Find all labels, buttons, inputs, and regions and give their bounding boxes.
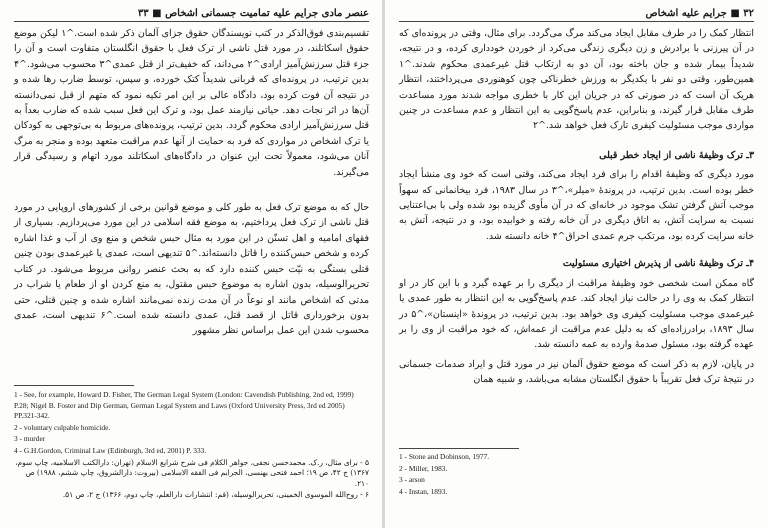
paragraph: گاه ممکن است شخصی خود وظیفهٔ مراقبت از دیگری را بر عهده گیرد و با این کار در او انتظار کمک به وی را در حالت نیاز ایجاد کند. عدم پاسخ‌گویی به این انتظار به طور عمدی یا غیرعمدی موجب مسئولیت کیفری وی خواهد بود. بدین ترتیب، در پروندهٔ «اینستان»،^۵ در سال ۱۸۹۳، برادرزاده‌ای که به دلیل عدم مراقبت از عمه‌اش، که خود مراقبت از وی را بر عهده گرفته بود، مسئول صدمهٔ وارده به عمه دانسته شد. [399, 277, 754, 351]
footnote-separator [399, 448, 519, 449]
right-page-header [399, 5, 754, 21]
header-rule [14, 21, 369, 22]
paragraph: تقسیم‌بندی فوق‌الذکر در کتب نویسندگان حقوق جزای آلمان ذکر شده است.^۱ لیکن موضع حقوق اسکاتلند، در مورد قتل ناشی از ترک فعل با حقوق انگلستان متفاوت است و آن را جزء قتل سرزنش‌آمیز ارادی^۲ می‌داند، که خفیف‌تر از قتل عمدی^۳ محسوب می‌شود.^۴ بدین ترتیب، در پرونده‌ای که قربانی شدیداً کتک خورده، و سپس، توسط ضارب رها شده و در نتیجه آن فوت کرده بود، دادگاه عالی بر این امر تکیه نمود که متهم از قبل نمی‌دانسته آن‌ها در اثر نجات دهد. حیاتی نیازمند عمل بود، و ترک این فعل سبب شده که ضارب بعداً به قتل سرزنش‌آمیز ارادی محکوم گردد. بدین ترتیب، پرونده‌های مربوط به بی‌توجهی به کودکان یا ترک اشخاص در مواردی که فرد به حمایت از آنها عدم مراقبت متعهد بوده و منجر به مرگ آنان می‌شود، معمولاً تحت این عنوان در دادگاه‌های اسکاتلند مورد اتهام و رسیدگی قرار می‌گیرند. [14, 28, 369, 178]
left-page-running-head: عنصر مادی جرایم علیه تمامیت جسمانی اشخاص ■ ۳۳ [137, 7, 369, 19]
paragraph: انتظار کمک را در طرف مقابل ایجاد می‌کند مرگ می‌گردد. برای مثال، وقتی در پرونده‌ای که در آن پیرزنی با برادرش و زن دیگری زندگی می‌کرد از خوردن خودداری کرده، و در نتیجه، شدیداً بیمار شده و جان باخته بود، آن دو به ارتکاب قتل غیرعمدی محکوم شدند.^۱ همین‌طور، وقتی دو نفر با یکدیگر به ورزش خطرناکی چون کوهنوردی می‌پرداختند، انتظار هریک آن است که در صورتی که در جریان این کار با خطری مواجه شدند مورد مساعدت طرف مقابل قرار گیرند، و بنابراین، عدم پاسخ‌گویی به این انتظار و عدم مساعدت در چنین مواردی موجب مسئولیت کیفری تارک فعل خواهد شد.^۲ [399, 28, 754, 132]
left-page-body [14, 26, 369, 343]
right-page-running-head: ۳۲ ■ جرایم علیه اشخاص [645, 7, 754, 19]
footnote: 2 - voluntary culpable homicide. [14, 422, 111, 432]
left-page-header [14, 5, 369, 21]
footnote: 4 - G.H.Gordon, Criminal Law (Edinburgh, 3rd ed, 2001) P. 333. [14, 445, 207, 455]
right-page-body [399, 26, 754, 392]
right-page-footnotes [399, 452, 754, 498]
paragraph: حال که به موضع ترک فعل به طور کلی و موضع قوانین برخی از کشورهای اروپایی در مورد قتل ناشی از ترک فعل پرداختیم، به موضع فقه اسلامی در این مورد می‌پردازیم. بسیاری از فقهای امامیه و اهل تسنّن در این مورد به مثال حبس شخص و منع وی از آب و غذا اشاره کرده و شخص حبس‌کننده را قاتل دانسته‌اند.^۵ تندیهی است، عمدی یا غیرعمدی بودن چنین قتلی بستگی به نیّت حبس کننده دارد که به بحث عنصر روانی مربوط می‌شود. در کتاب تحریرالوسیله، بدون اشاره به موضوع حبس مقتول، به منع کردن او از طعام یا شراب در مدتی که اشخاص مانند او نوعاً در آن مدت زنده نمی‌مانند اشاره شده و چنین قتلی، حتی بدون برخورداری قاتل از قصد قتل، عمدی دانسته شده است.^۶ تندیهی است، عمدی محسوب شدن این عمل براساس نظر مشهور [14, 202, 369, 337]
left-page-footnotes [14, 390, 369, 502]
footnote: 3 - arson [399, 475, 425, 485]
left-page [0, 0, 383, 528]
section-heading: ۴ـ ترک وظیفهٔ ناشی از پذیرش اختیاری مسئولیت [562, 258, 754, 270]
footnote: 2 - Miller, 1983. [399, 463, 448, 473]
footnote-separator [14, 385, 134, 386]
footnote: ۵ - برای مثال، ر.ک. محمدحسن نجفی، جواهر الکلام فی شرح شرایع الاسلام (تهران: دارالکتب الاسلامیه، چاپ سوم، ۱۳۶۷) ج ۴۲، ص ۱۹؛ احمد فتحی بهنسی، الجرایم فی الفقه الاسلامی (بیروت: دارالشروق، چاپ ششم، ۱۹۸۸) ص ۲۱۰. [15, 457, 369, 488]
section-heading: ۳ـ ترک وظیفهٔ ناشی از ایجاد خطر قبلی [599, 149, 754, 161]
footnote: 1 - See, for example, Howard D. Fisher, The German Legal System (London: Cavendish Publishing, 2nd ed, 1999) P.28; Nigel B. Foster and Dip German, German Legal System and Laws (Oxford University Press, 3rd ed 2005) PP.321-342. [14, 390, 354, 421]
header-rule [399, 21, 754, 22]
footnote: 4 - Instan, 1893. [399, 486, 448, 496]
paragraph: مورد دیگری که وظیفهٔ اقدام را برای فرد ایجاد می‌کند، وقتی است که خود وی منشأ ایجاد خطر بوده است. بدین ترتیب، در پروندهٔ «میلر»،^۳ در سال ۱۹۸۳، فرد بیخانمانی که سهواً موجب آتش گرفتن تشک موجود در خانه‌ای که در آن مأوی گزیده بود شده ولی با بی‌اعتنایی نسبت به سرایت آتش، به اتاق دیگری در آن خانه رفته و خوابیده بود، و در نتیجه، آتش به خانه سرایت کرده بود، مرتکب جرم عمدی احراق^۴ خانه دانسته شد. [399, 169, 754, 242]
footnote: ۶ - روح‌الله الموسوی الخمینی، تحریرالوسیله، (قم: انتشارات دارالعلم، چاپ دوم، ۱۳۶۶) ج ۲، ص ۵۱. [62, 490, 369, 500]
paragraph: در پایان، لازم به ذکر است که موضع حقوق آلمان نیز در مورد قتل و ایراد صدمات جسمانی در نتیجهٔ ترک فعل تقریباً با حقوق انگلستان مشابه می‌باشد، و شبیه همان [399, 358, 754, 386]
footnote: 3 - murder [14, 434, 46, 444]
footnote: 1 - Stone and Dobinson, 1977. [399, 452, 490, 461]
right-page [385, 0, 768, 528]
